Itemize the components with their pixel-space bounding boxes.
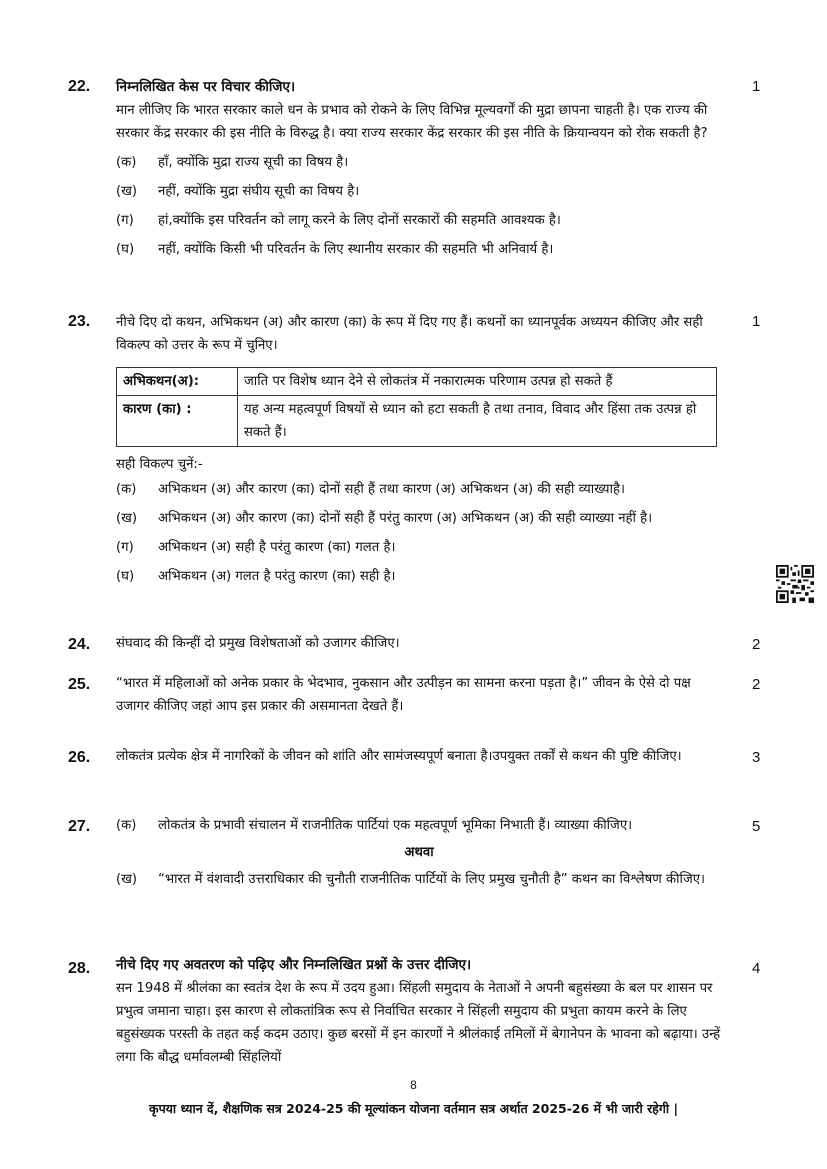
question-number: 23. bbox=[68, 313, 91, 330]
option-text: अभिकथन (अ) और कारण (का) दोनों सही हैं परंतु कारण (अ) अभिकथन (अ) की सही व्याख्या नहीं है। bbox=[158, 511, 653, 526]
option-label: (क) bbox=[116, 155, 137, 170]
reason-text: यह अन्य महत्वपूर्ण विषयों से ध्यान को हटा सकती है तथा तनाव, विवाद और हिंसा तक उत्पन्न हो सकते हैं। bbox=[238, 396, 717, 447]
question-number: 25. bbox=[68, 676, 91, 693]
choose-instruction: सही विकल्प चुनें:- bbox=[116, 457, 203, 472]
option-d bbox=[116, 565, 722, 588]
option-d bbox=[116, 238, 722, 261]
question-text: संघवाद की किन्हीं दो प्रमुख विशेषताओं को उजागर कीजिए। bbox=[116, 636, 400, 651]
option-label: (ख) bbox=[116, 184, 138, 199]
question-marks: 1 bbox=[752, 313, 761, 330]
option-b bbox=[116, 180, 722, 203]
option-text: अभिकथन (अ) गलत है परंतु कारण (का) सही है। bbox=[158, 569, 396, 584]
option-label: (ख) bbox=[116, 511, 138, 526]
option-label: (ग) bbox=[116, 213, 134, 228]
question-marks: 2 bbox=[752, 636, 761, 653]
option-a bbox=[116, 814, 722, 837]
question-text: मान लीजिए कि भारत सरकार काले धन के प्रभाव को रोकने के लिए विभिन्न मूल्यवर्गों की मुद्रा छापना चाहती है। एक राज्य की सरकार केंद्र सरकार की इस नीति के विरुद्ध है। क्या राज्य सरकार केंद्र सरकार की इस नीति के क्रियान्वयन को रोक सकती है? bbox=[116, 103, 708, 141]
option-b bbox=[116, 868, 722, 891]
option-label: (घ) bbox=[116, 569, 135, 584]
option-a bbox=[116, 478, 722, 501]
assertion-row bbox=[117, 368, 717, 396]
option-label: (क) bbox=[116, 482, 137, 497]
passage-text: सन 1948 में श्रीलंका का स्वतंत्र देश के रूप में उदय हुआ। सिंहली समुदाय के नेताओं ने अपनी बहुसंख्या के बल पर शासन पर प्रभुत्व जमाना चाहा। इस कारण से लोकतांत्रिक रूप से निर्वाचित सरकार ने सिंहली समुदाय की प्रभुता कायम करने के लिए बहुसंख्यक परस्ती के तहत कई कदम उठाए। कुछ बरसों में इन कारणों ने श्रीलंकाई तमिलों में बेगानेपन के भावना को बढ़ाया। उन्हें लगा कि बौद्ध धर्मावलम्बी सिंहलियों bbox=[116, 981, 721, 1065]
option-text: अभिकथन (अ) और कारण (का) दोनों सही हैं तथा कारण (अ) अभिकथन (अ) की सही व्याख्याहै। bbox=[158, 482, 625, 497]
option-label: (ग) bbox=[116, 540, 134, 555]
question-number: 22. bbox=[68, 78, 91, 95]
option-label: (क) bbox=[116, 818, 137, 833]
option-label: (घ) bbox=[116, 242, 135, 257]
option-text: अभिकथन (अ) सही है परंतु कारण (का) गलत है। bbox=[158, 540, 396, 555]
question-number: 27. bbox=[68, 818, 91, 835]
assertion-label: अभिकथन(अ): bbox=[117, 368, 238, 396]
option-c bbox=[116, 209, 722, 232]
qr-code-icon bbox=[776, 565, 814, 603]
question-marks: 5 bbox=[752, 818, 761, 835]
question-text: “भारत में महिलाओं को अनेक प्रकार के भेदभाव, नुकसान और उत्पीड़न का सामना करना पड़ता है।” जीवन के ऐसे दो पक्ष उजागर कीजिए जहां आप इस प्रकार की असमानता देखते हैं। bbox=[116, 676, 691, 714]
reason-label: कारण (का) : bbox=[117, 396, 238, 447]
question-marks: 3 bbox=[752, 749, 761, 766]
option-label: (ख) bbox=[116, 872, 138, 887]
assertion-reason-table bbox=[116, 367, 717, 447]
option-c bbox=[116, 536, 722, 559]
question-number: 28. bbox=[68, 960, 91, 977]
option-text: लोकतंत्र के प्रभावी संचालन में राजनीतिक पार्टियां एक महत्वपूर्ण भूमिका निभाती हैं। व्याख्या कीजिए। bbox=[158, 818, 633, 833]
question-marks: 1 bbox=[752, 78, 761, 95]
or-separator: अथवा bbox=[404, 845, 434, 860]
option-text: हां,क्योंकि इस परिवर्तन को लागू करने के लिए दोनों सरकारों की सहमति आवश्यक है। bbox=[158, 213, 561, 228]
question-text: नीचे दिए दो कथन, अभिकथन (अ) और कारण (का) के रूप में दिए गए हैं। कथनों का ध्यानपूर्वक अध्ययन कीजिए और सही विकल्प को उत्तर के रूप में चुनिए। bbox=[116, 315, 703, 353]
question-marks: 4 bbox=[752, 960, 761, 977]
question-number: 24. bbox=[68, 636, 91, 653]
option-text: “भारत में वंशवादी उत्तराधिकार की चुनौती राजनीतिक पार्टियों के लिए प्रमुख चुनौती है” कथन का विश्लेषण कीजिए। bbox=[158, 872, 706, 887]
question-number: 26. bbox=[68, 749, 91, 766]
question-text: लोकतंत्र प्रत्येक क्षेत्र में नागरिकों के जीवन को शांति और सामंजस्यपूर्ण बनाता है।उपयुक्त तर्कों से कथन की पुष्टि कीजिए। bbox=[116, 749, 682, 764]
option-text: हाँ, क्योंकि मुद्रा राज्य सूची का विषय है। bbox=[158, 155, 349, 170]
question-heading: निम्नलिखित केस पर विचार कीजिए। bbox=[116, 79, 296, 95]
option-text: नहीं, क्योंकि मुद्रा संघीय सूची का विषय है। bbox=[158, 184, 360, 199]
footer-note: कृपया ध्यान दें, शैक्षणिक सत्र 2024-25 की मूल्यांकन योजना वर्तमान सत्र अर्थात 2025-26 में भी जारी रहेगी | bbox=[148, 1101, 679, 1116]
option-a bbox=[116, 151, 722, 174]
option-b bbox=[116, 507, 722, 530]
assertion-text: जाति पर विशेष ध्यान देने से लोकतंत्र में नकारात्मक परिणाम उत्पन्न हो सकते हैं bbox=[238, 368, 717, 396]
question-marks: 2 bbox=[752, 676, 761, 693]
reason-row bbox=[117, 396, 717, 447]
page-number: 8 bbox=[410, 1078, 417, 1092]
option-text: नहीं, क्योंकि किसी भी परिवर्तन के लिए स्थानीय सरकार की सहमति भी अनिवार्य है। bbox=[158, 242, 554, 257]
question-heading: नीचे दिए गए अवतरण को पढ़िए और निम्नलिखित प्रश्नों के उत्तर दीजिए। bbox=[116, 957, 472, 973]
